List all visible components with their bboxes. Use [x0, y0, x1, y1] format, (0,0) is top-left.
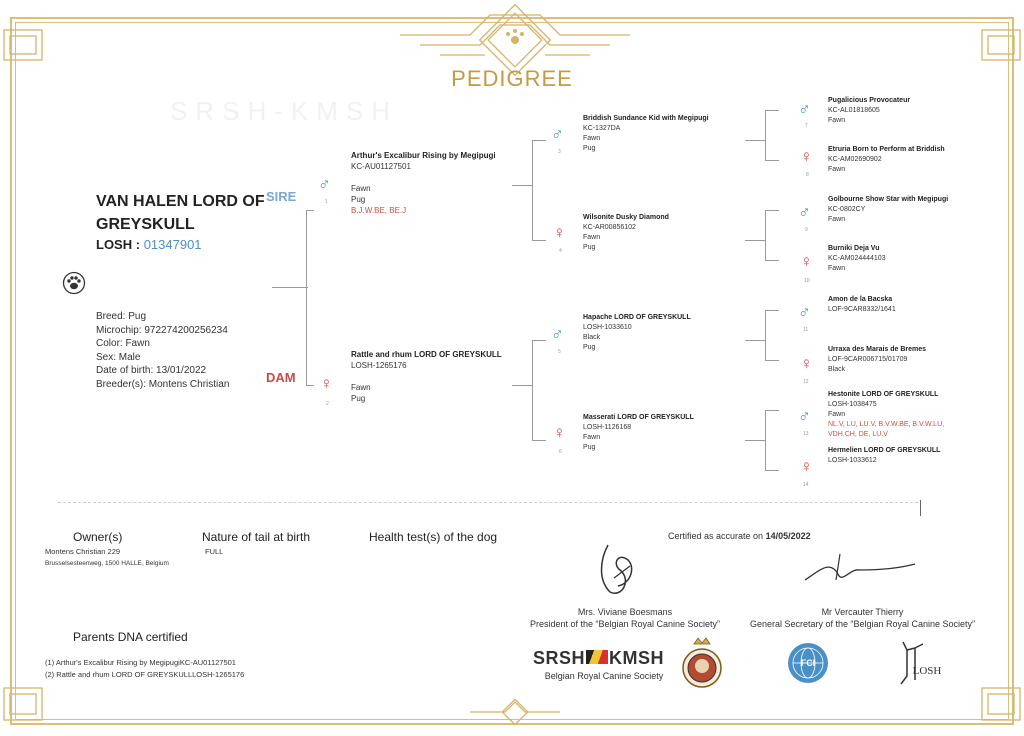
ancestor-item	[828, 390, 963, 440]
sex: Sex: Male	[96, 351, 141, 363]
tail-value: FULL	[205, 547, 224, 556]
fci-logo-text: FCI	[800, 658, 816, 668]
ancestor-reg: KC-AM024444103	[828, 255, 886, 262]
ancestor-index: 5	[558, 349, 561, 355]
ancestor-name: Masserati LORD OF GREYSKULL	[583, 414, 694, 421]
ancestor-index: 3	[558, 149, 561, 155]
ancestor-name: Wilsonite Dusky Diamond	[583, 214, 669, 221]
ancestor-reg: KC-AR00856102	[583, 224, 636, 231]
certified-prefix: Certified as accurate on	[668, 531, 764, 541]
ancestor-breed: Pug	[583, 145, 596, 152]
ancestor-reg: KC-AU01127501	[351, 162, 411, 171]
female-icon: ♀	[800, 147, 813, 166]
male-icon: ♂	[798, 303, 811, 322]
ancestor-color: Fawn	[351, 184, 371, 193]
dog-registration	[96, 237, 202, 252]
ancestor-color: Fawn	[828, 216, 846, 223]
ancestor-index: 6	[559, 449, 562, 455]
ancestor-color: Fawn	[583, 135, 601, 142]
ancestor-color: Fawn	[351, 383, 371, 392]
ancestor-dam	[351, 349, 521, 404]
ancestor-reg: LOSH-1126168	[583, 424, 632, 431]
tree-line	[306, 210, 307, 385]
ancestor-item	[583, 413, 743, 453]
male-icon: ♂	[318, 175, 331, 194]
ancestor-reg: LOSH-1038475	[828, 401, 877, 408]
tree-line	[765, 160, 779, 161]
dna-item: (1) Arthur's Excalibur Rising by MegipugiKC-AU01127501	[45, 658, 236, 667]
paw-icon	[62, 271, 86, 295]
ancestor-breed: Pug	[351, 195, 366, 204]
tree-line	[306, 210, 314, 211]
certification	[668, 531, 811, 541]
logo-srsh: SRSH	[533, 648, 586, 668]
tree-line	[765, 410, 766, 470]
signatory-title: General Secretary of the “Belgian Royal Canine Society”	[749, 619, 976, 629]
srsh-kmsh-logo	[533, 648, 675, 681]
royal-seal-icon	[680, 636, 724, 692]
female-icon: ♀	[800, 354, 813, 373]
sire-label: SIRE	[266, 189, 297, 204]
divider-mark	[920, 500, 921, 516]
ancestor-color: Fawn	[828, 265, 846, 272]
health-heading: Health test(s) of the dog	[369, 530, 498, 544]
dna-heading: Parents DNA certified	[73, 630, 188, 644]
male-icon: ♂	[798, 203, 811, 222]
ancestor-index: 1	[325, 199, 328, 205]
ancestor-color: Fawn	[583, 234, 601, 241]
ancestor-sire	[351, 150, 521, 216]
tree-line	[765, 110, 779, 111]
male-icon: ♂	[798, 407, 811, 426]
losh-logo	[893, 640, 943, 686]
ancestor-item	[828, 96, 988, 126]
ancestor-index: 10	[804, 278, 810, 284]
ancestor-index: 13	[803, 431, 809, 437]
dog-details	[96, 310, 229, 391]
male-icon: ♂	[551, 125, 564, 144]
ancestor-reg: LOSH-1265176	[351, 361, 407, 370]
tree-line	[765, 310, 766, 360]
female-icon: ♀	[553, 223, 566, 242]
signatory-president	[510, 606, 740, 630]
ancestor-item	[583, 213, 743, 253]
tree-line	[765, 470, 779, 471]
female-icon: ♀	[320, 374, 333, 393]
microchip: Microchip: 972274200256234	[96, 324, 228, 336]
divider	[58, 502, 918, 503]
signature-secretary	[800, 550, 920, 590]
ancestor-item	[583, 114, 743, 154]
male-icon: ♂	[798, 100, 811, 119]
ancestor-breed: Pug	[351, 394, 366, 403]
ancestor-reg: KC-AM02690902	[828, 156, 882, 163]
fci-logo	[786, 641, 830, 685]
ancestor-reg: LOSH-1033610	[583, 324, 632, 331]
tree-line	[745, 440, 765, 441]
ancestor-breed: Pug	[583, 344, 596, 351]
tree-line	[765, 110, 766, 160]
tree-line	[532, 240, 546, 241]
ancestor-color: Black	[828, 366, 846, 373]
ancestor-item	[828, 244, 988, 274]
logo-subtitle: Belgian Royal Canine Society	[544, 671, 664, 681]
ancestor-breed: Pug	[583, 444, 596, 451]
breed: Breed: Pug	[96, 311, 147, 322]
ancestor-index: 14	[803, 482, 809, 488]
tree-line	[745, 340, 765, 341]
tail-heading: Nature of tail at birth	[202, 530, 311, 544]
ancestor-item	[828, 295, 988, 315]
tree-line	[765, 210, 779, 211]
tree-line	[765, 310, 779, 311]
tree-line	[765, 410, 779, 411]
color: Color: Fawn	[96, 338, 150, 349]
ancestor-item	[828, 195, 998, 225]
male-icon: ♂	[551, 325, 564, 344]
breeder: Breeder(s): Montens Christian	[96, 378, 230, 390]
ancestor-color: Fawn	[828, 117, 846, 124]
ancestor-breed: Pug	[583, 244, 596, 251]
ancestor-index: 2	[326, 401, 329, 407]
ancestor-index: 9	[805, 227, 808, 233]
female-icon: ♀	[800, 252, 813, 271]
ancestor-name: Amon de la Bacska	[828, 296, 893, 303]
ancestor-color: Black	[583, 334, 601, 341]
ancestor-item	[583, 313, 743, 353]
owner-address: Brusselsesteenweg, 1500 HALLE, Belgium	[45, 560, 169, 567]
tree-line	[272, 287, 308, 288]
ancestor-index: 4	[559, 248, 562, 254]
ancestor-name: Urraxa des Marais de Bremes	[828, 346, 927, 353]
logo-kmsh: KMSH	[609, 648, 665, 668]
dam-label: DAM	[266, 370, 296, 385]
ancestor-index: 7	[805, 123, 808, 129]
tree-line	[532, 140, 533, 240]
tree-line	[765, 210, 766, 260]
dna-item: (2) Rattle and rhum LORD OF GREYSKULLLOSH-1265176	[45, 670, 245, 679]
tree-line	[532, 340, 533, 440]
ancestor-name: Hestonite LORD OF GREYSKULL	[828, 391, 939, 398]
losh-label: LOSH :	[96, 237, 141, 252]
losh-logo-text: LOSH	[912, 665, 942, 677]
losh-number: 01347901	[143, 237, 202, 252]
ancestor-name: Etruria Born to Perform at Briddish	[828, 146, 945, 153]
ancestor-reg: KC-0802CY	[828, 206, 866, 213]
ancestor-index: 11	[803, 327, 809, 333]
signature-president	[590, 540, 660, 600]
female-icon: ♀	[800, 457, 813, 476]
ancestor-name: Rattle and rhum LORD OF GREYSKULL	[351, 350, 502, 359]
ancestor-color: Fawn	[828, 166, 846, 173]
tree-line	[745, 240, 765, 241]
ancestor-reg: KC-1327DA	[583, 125, 621, 132]
tree-line	[306, 385, 314, 386]
dog-name: VAN HALEN LORD OF GREYSKULL	[96, 193, 265, 233]
certified-date: 14/05/2022	[765, 531, 811, 541]
signatory-name: Mrs. Viviane Boesmans	[577, 607, 673, 617]
ancestor-name: Pugalicious Provocateur	[828, 97, 911, 104]
ancestor-item	[828, 145, 998, 175]
ancestor-reg: LOSH-1033612	[828, 457, 877, 464]
ancestor-titles: B.J.W.BE, BE.J	[351, 206, 407, 215]
ancestor-titles: NL.V, LU, LU.V, B.V.W.BE, B.V.W.LU, VDH.CH, DE, LU.V	[828, 421, 945, 438]
ancestor-name: Hermelien LORD OF GREYSKULL	[828, 447, 941, 454]
ancestor-name: Arthur's Excalibur Rising by Megipugi	[351, 151, 496, 160]
ancestor-name: Hapache LORD OF GREYSKULL	[583, 314, 691, 321]
ancestor-name: Burniki Deja Vu	[828, 245, 880, 252]
ancestor-item	[828, 345, 998, 375]
tree-line	[532, 340, 546, 341]
tree-line	[765, 360, 779, 361]
signatory-name: Mr Vercauter Thierry	[821, 607, 904, 617]
owner-heading: Owner(s)	[73, 530, 123, 544]
ancestor-name: Golbourne Show Star with Megipugi	[828, 196, 949, 203]
ancestor-reg: LOF-9CAR8332/1641	[828, 306, 896, 313]
signatory-secretary	[740, 606, 985, 630]
ancestor-item	[828, 446, 988, 466]
tree-line	[532, 440, 546, 441]
signatory-title: President of the “Belgian Royal Canine Society”	[529, 619, 721, 629]
tree-line	[765, 260, 779, 261]
tree-line	[532, 140, 546, 141]
page-title: PEDIGREE	[451, 66, 573, 91]
date-of-birth: Date of birth: 13/01/2022	[96, 365, 207, 376]
ancestor-name: Briddish Sundance Kid with Megipugi	[583, 115, 709, 122]
ancestor-reg: KC-AL01818605	[828, 107, 880, 114]
logo-stripes	[586, 650, 608, 664]
female-icon: ♀	[553, 423, 566, 442]
ancestor-color: Fawn	[583, 434, 601, 441]
ancestor-index: 12	[803, 379, 809, 385]
ancestor-index: 8	[806, 172, 809, 178]
watermark: SRSH-KMSH	[170, 96, 399, 126]
owner-name: Montens Christian 229	[45, 547, 121, 556]
ancestor-color: Fawn	[828, 411, 846, 418]
ancestor-reg: LOF-9CAR006715/01709	[828, 356, 908, 363]
tree-line	[745, 140, 765, 141]
